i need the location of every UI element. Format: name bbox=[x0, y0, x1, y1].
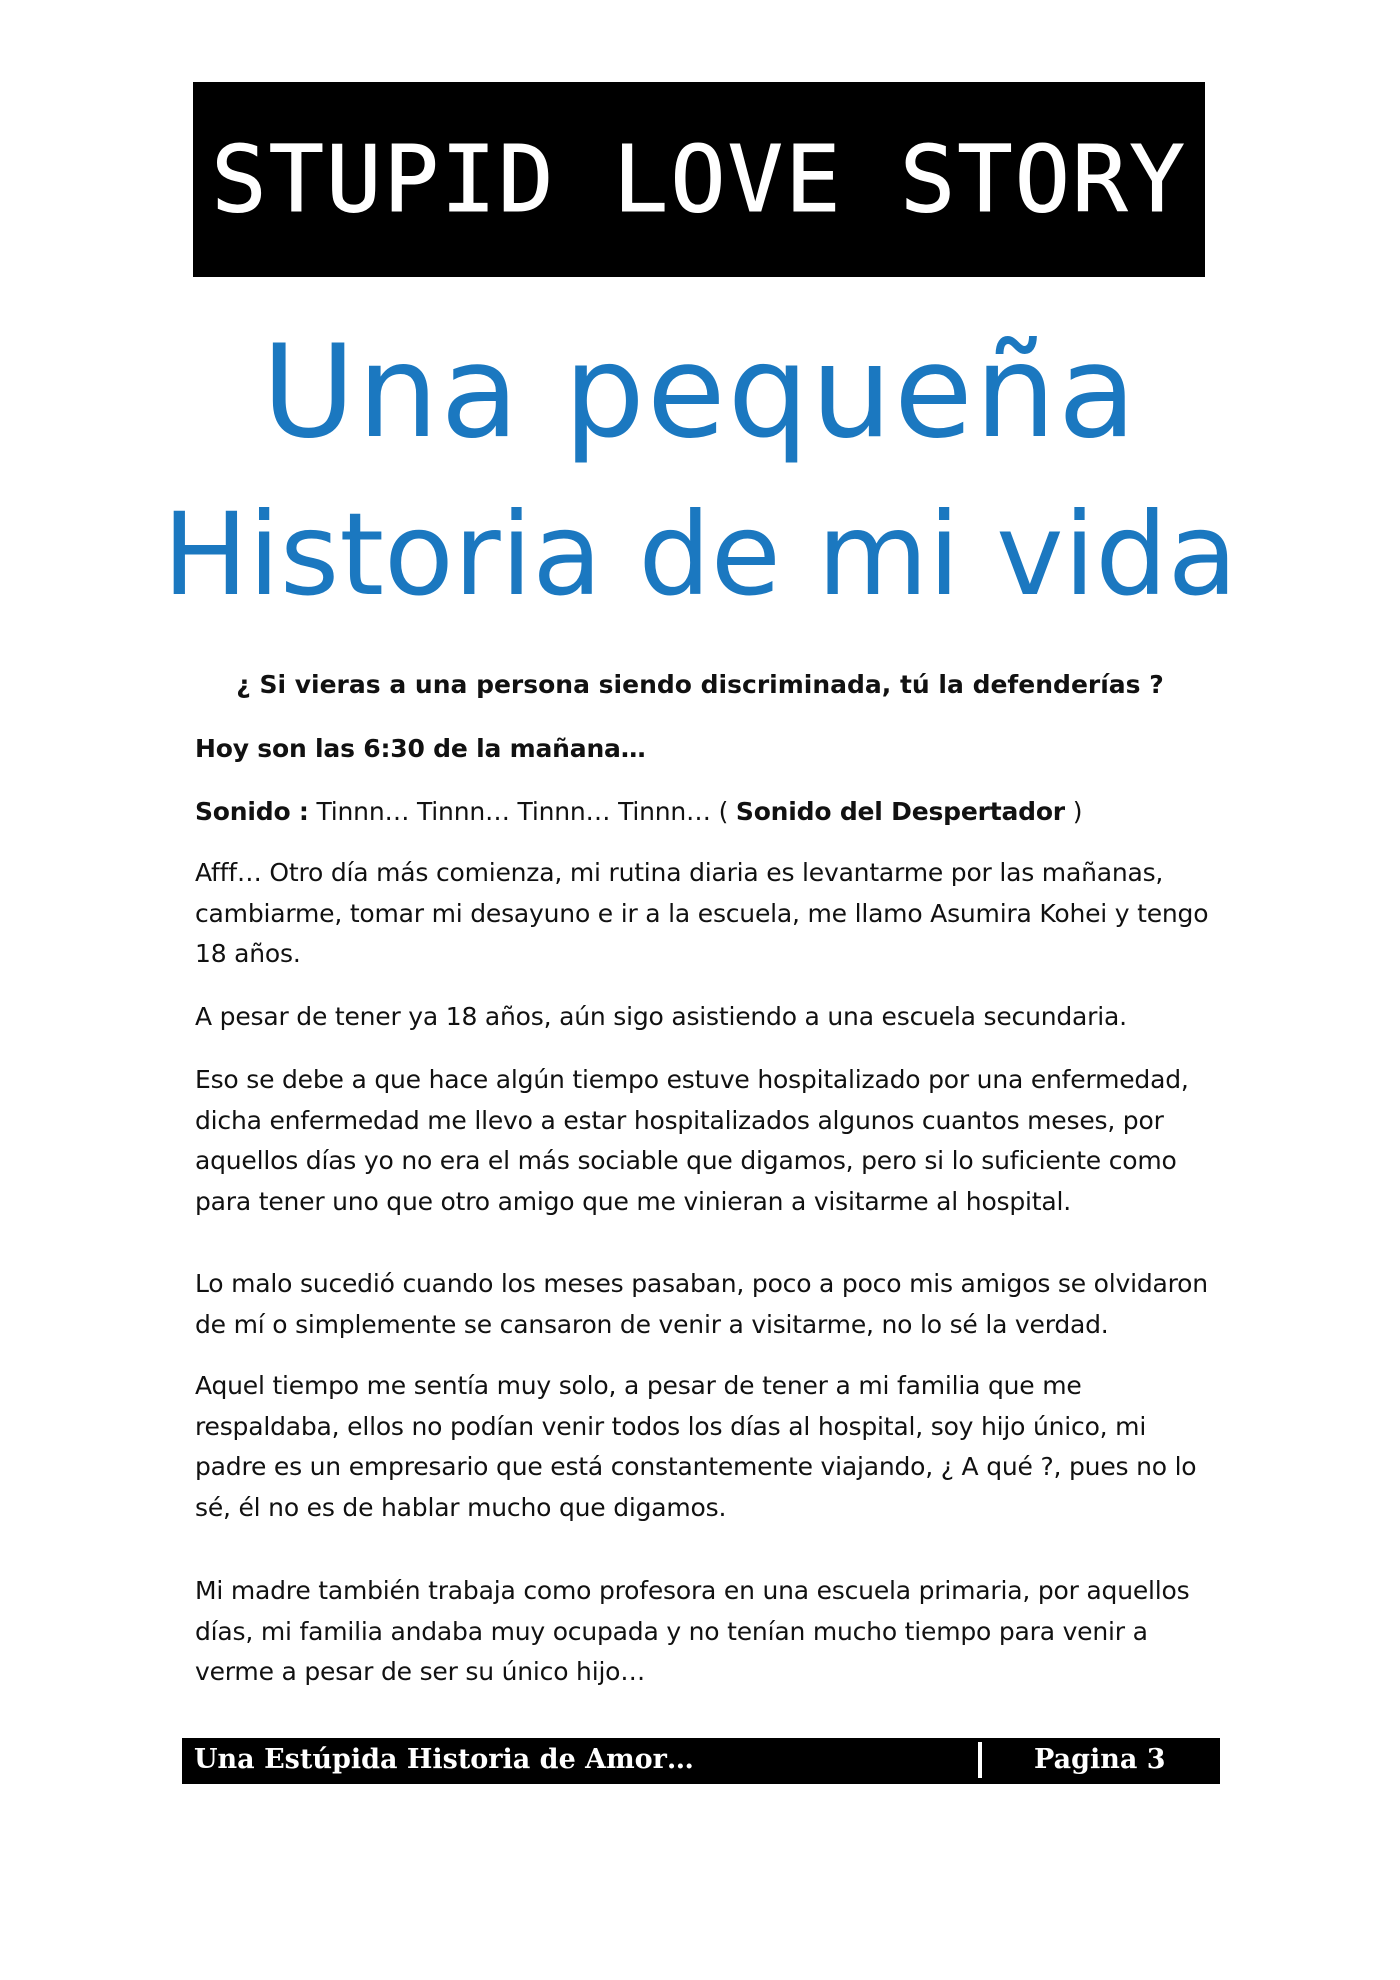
sound-line bbox=[195, 792, 1215, 833]
chapter-title-line-2: Historia de mi vida bbox=[162, 488, 1238, 621]
sound-label: Sonido : bbox=[195, 797, 309, 826]
paragraph: A pesar de tener ya 18 años, aún sigo asistiendo a una escuela secundaria. bbox=[195, 1002, 1127, 1031]
opening-question: ¿ Si vieras a una persona siendo discriminada, tú la defenderías ? bbox=[236, 670, 1164, 699]
paragraph: Afff… Otro día más comienza, mi rutina diaria es levantarme por las mañanas, cambiarme, tomar mi desayuno e ir a la escuela, me llamo Asumira Kohei y tengo 18 años. bbox=[195, 858, 1209, 968]
time-line: Hoy son las 6:30 de la mañana… bbox=[195, 734, 646, 763]
footer-book-title: Una Estúpida Historia de Amor… bbox=[194, 1744, 694, 1775]
paragraph: Lo malo sucedió cuando los meses pasaban, poco a poco mis amigos se olvidaron de mí o simplemente se cansaron de venir a visitarme, no lo sé la verdad. bbox=[195, 1269, 1208, 1339]
footer-page-number: Pagina 3 bbox=[1034, 1744, 1166, 1775]
chapter-title-line-1: Una pequeña bbox=[261, 318, 1139, 467]
page-footer bbox=[182, 1738, 1220, 1784]
paragraph: Mi madre también trabaja como profesora en una escuela primaria, por aquellos días, mi familia andaba muy ocupada y no tenían mucho tiempo para venir a verme a pesar de ser su único hijo… bbox=[195, 1576, 1190, 1686]
sound-close: ) bbox=[1064, 797, 1083, 826]
sound-source: Sonido del Despertador bbox=[735, 797, 1065, 826]
paragraph: Aquel tiempo me sentía muy solo, a pesar de tener a mi familia que me respaldaba, ellos no podían venir todos los días al hospital, soy hijo único, mi padre es un empresario que está constantemente viajando, ¿ A qué ?, pues no lo sé, él no es de hablar mucho que digamos. bbox=[195, 1371, 1197, 1522]
footer-divider bbox=[978, 1742, 982, 1778]
paragraph: Eso se debe a que hace algún tiempo estuve hospitalizado por una enfermedad, dicha enfermedad me llevo a estar hospitalizados algunos cuantos meses, por aquellos días yo no era el más sociable que digamos, pero si lo suficiente como para tener uno que otro amigo que me vinieran a visitarme al hospital. bbox=[195, 1065, 1189, 1216]
sound-text: Tinnn… Tinnn… Tinnn… Tinnn… ( bbox=[308, 797, 736, 826]
header-banner bbox=[193, 82, 1205, 277]
banner-title: STUPID LOVE STORY bbox=[211, 126, 1187, 233]
